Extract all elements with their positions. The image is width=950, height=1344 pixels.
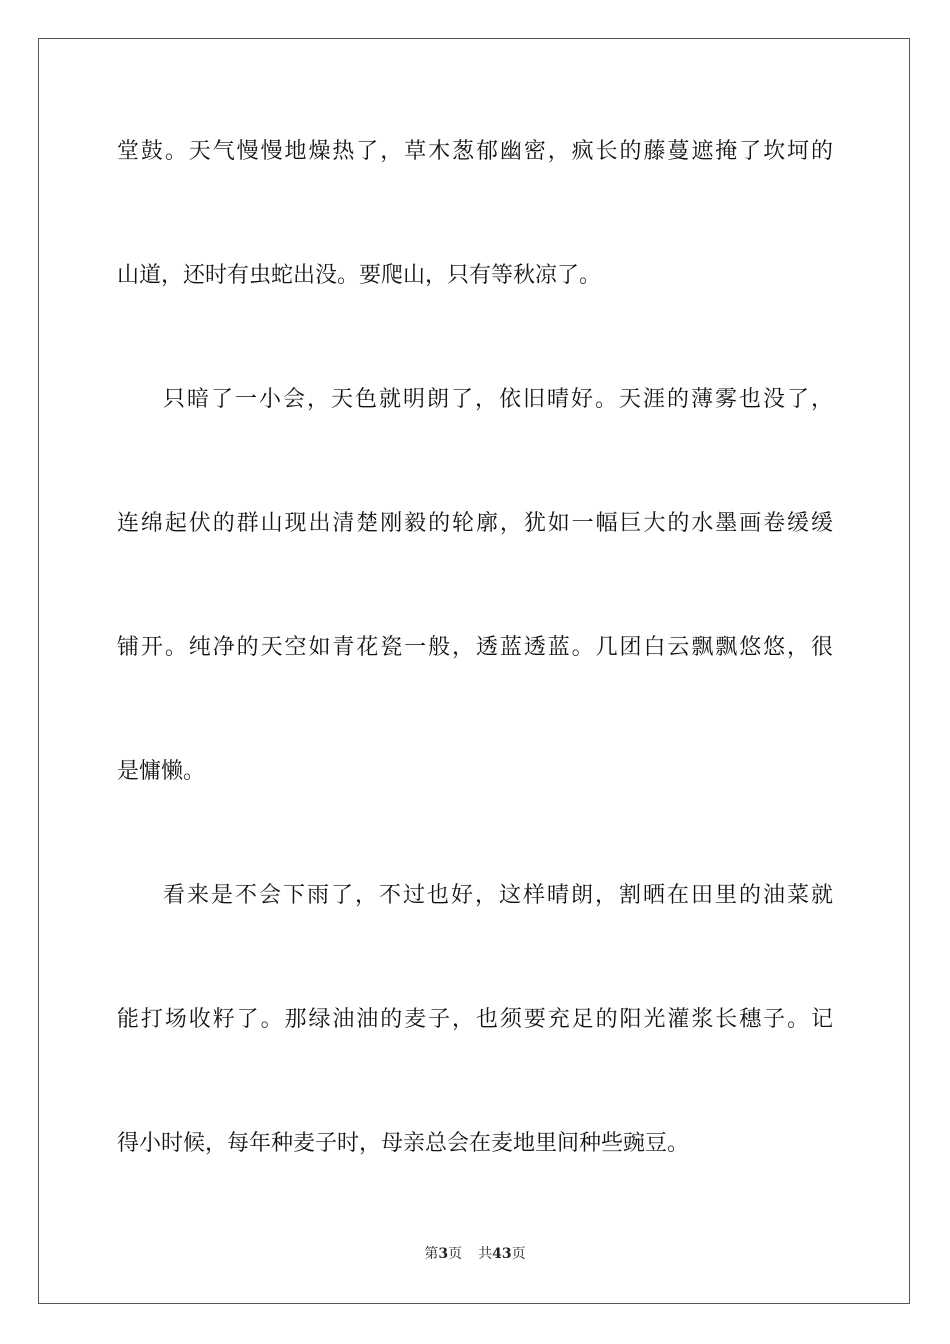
text-line-4: 连绵起伏的群山现出清楚刚毅的轮廓，犹如一幅巨大的水墨画卷缓缓	[117, 511, 833, 536]
text-line-9: 得小时候，每年种麦子时，母亲总会在麦地里间种些豌豆。	[117, 1131, 690, 1156]
text-line-7: 看来是不会下雨了，不过也好，这样晴朗，割晒在田里的油菜就	[163, 883, 833, 908]
text-line-8: 能打场收籽了。那绿油油的麦子，也须要充足的阳光灌浆长穗子。记	[117, 1007, 833, 1032]
text-line-5: 铺开。纯净的天空如青花瓷一般，透蓝透蓝。几团白云飘飘悠悠，很	[117, 635, 833, 660]
text-line-1: 堂鼓。天气慢慢地燥热了，草木葱郁幽密，疯长的藤蔓遮掩了坎坷的	[117, 139, 833, 164]
text-line-3: 只暗了一小会，天色就明朗了，依旧晴好。天涯的薄雾也没了，	[163, 387, 833, 412]
current-page-number: 3	[438, 1246, 449, 1262]
page-suffix: 页	[448, 1246, 463, 1262]
total-pages-number: 43	[492, 1246, 512, 1262]
page-prefix: 第	[424, 1246, 439, 1262]
text-line-6: 是慵懒。	[117, 759, 206, 784]
page-footer	[0, 1245, 950, 1263]
text-line-2: 山道，还时有虫蛇出没。要爬山，只有等秋凉了。	[117, 263, 602, 288]
page-border	[38, 38, 910, 1304]
total-suffix: 页	[511, 1246, 526, 1262]
total-prefix: 共	[478, 1246, 493, 1262]
